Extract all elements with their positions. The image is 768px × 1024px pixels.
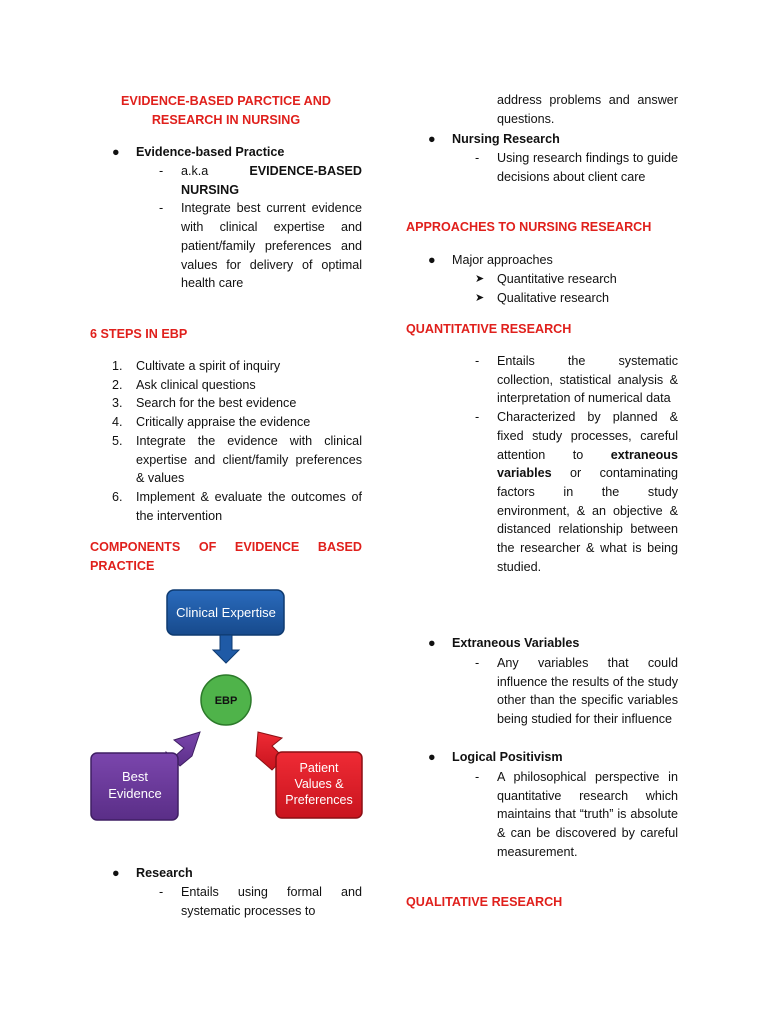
step-text: Integrate the evidence with clinical expertise and client/family preferences & values bbox=[136, 433, 362, 486]
quantitative-definition-2: - Characterized by planned & fixed study processes, careful attention to extraneous variables or contaminating factors in the study environment, & an objective & distanced relationship between the researcher & what is being studied. bbox=[475, 410, 679, 574]
positivism-details bbox=[475, 768, 678, 862]
bullet-extraneous-variables bbox=[428, 634, 580, 653]
step-item bbox=[112, 394, 362, 413]
bullet-dot: ● bbox=[112, 145, 120, 159]
step-number: 3. bbox=[112, 396, 123, 411]
extraneous-definition: - Any variables that could influence the results of the study other than the specific variables being studied for their influence bbox=[475, 656, 678, 727]
bullet-label: Logical Positivism bbox=[452, 750, 563, 764]
approaches-list bbox=[475, 270, 678, 307]
approach-text: Quantitative research bbox=[497, 272, 617, 286]
step-item bbox=[112, 488, 362, 525]
steps-list bbox=[112, 357, 362, 525]
step-number: 5. bbox=[112, 433, 123, 448]
arrow-bullet-icon: ➤ bbox=[475, 291, 485, 304]
nursing-research-definition: - Using research findings to guide decisions about client care bbox=[475, 151, 678, 184]
bullet-evidence-based-practice bbox=[112, 143, 285, 162]
step-number: 4. bbox=[112, 415, 123, 430]
bullet-label: Major approaches bbox=[452, 253, 553, 267]
nursing-research-details bbox=[475, 149, 678, 186]
bullet-label: Nursing Research bbox=[452, 132, 560, 146]
bullet-research bbox=[112, 864, 193, 883]
step-item bbox=[112, 357, 362, 376]
research-details bbox=[159, 883, 362, 920]
step-item bbox=[112, 376, 362, 395]
step-text: Cultivate a spirit of inquiry bbox=[136, 359, 281, 373]
best-evidence-line2: Evidence bbox=[108, 786, 162, 801]
bullet-major-approaches bbox=[428, 251, 553, 270]
clinical-expertise-label: Clinical Expertise bbox=[176, 605, 276, 620]
bullet-dot: ● bbox=[112, 866, 120, 880]
step-number: 6. bbox=[112, 489, 123, 504]
ebp-diagram bbox=[88, 586, 364, 822]
research-definition-continued: address problems and answer questions. bbox=[497, 93, 678, 126]
extraneous-details bbox=[475, 654, 678, 729]
ebp-definition: - Integrate best current evidence with clinical expertise and patient/family preferences and values for delivery of optimal health care bbox=[159, 201, 362, 291]
bullet-label: Research bbox=[136, 866, 193, 880]
quantitative-details bbox=[475, 352, 679, 576]
ebp-aka: - a.k.a EVIDENCE-BASED NURSING bbox=[159, 164, 362, 197]
step-text: Search for the best evidence bbox=[136, 396, 297, 411]
bullet-dot: ● bbox=[428, 253, 436, 267]
arrow-bullet-icon: ➤ bbox=[475, 273, 485, 285]
bullet-dot: ● bbox=[428, 636, 436, 650]
patient-values-line3: Preferences bbox=[285, 793, 353, 807]
bullet-label: Evidence-based Practice bbox=[136, 145, 285, 159]
step-text: Critically appraise the evidence bbox=[136, 415, 311, 430]
patient-values-line1: Patient bbox=[299, 761, 339, 775]
step-number: 1. bbox=[112, 359, 123, 373]
step-text: Implement & evaluate the outcomes of the intervention bbox=[136, 489, 362, 523]
bullet-logical-positivism bbox=[428, 748, 563, 767]
ebp-details bbox=[159, 162, 362, 293]
approach-item bbox=[475, 270, 678, 289]
bullet-nursing-research bbox=[428, 130, 560, 149]
page-title: EVIDENCE-BASED PARCTICE AND RESEARCH IN NURSING bbox=[121, 94, 331, 127]
ebp-label: EBP bbox=[214, 695, 238, 707]
step-item bbox=[112, 432, 362, 488]
steps-heading: 6 STEPS IN EBP bbox=[90, 327, 188, 341]
approach-text: Qualitative research bbox=[497, 290, 609, 305]
quantitative-definition-1: - Entails the systematic collection, statistical analysis & interpretation of numerical data bbox=[475, 354, 678, 406]
bullet-dot: ● bbox=[428, 750, 436, 764]
qualitative-heading: QUALITATIVE RESEARCH bbox=[406, 895, 563, 909]
step-number: 2. bbox=[112, 377, 123, 392]
positivism-definition: - A philosophical perspective in quantitative research which maintains that “truth” is absolute & can be discovered by careful measurement. bbox=[475, 770, 678, 859]
approaches-heading: APPROACHES TO NURSING RESEARCH bbox=[406, 220, 652, 234]
quantitative-heading: QUANTITATIVE RESEARCH bbox=[406, 322, 572, 336]
components-heading: COMPONENTS OF EVIDENCE BASED PRACTICE bbox=[90, 540, 362, 573]
step-item bbox=[112, 413, 362, 432]
research-definition: - Entails using formal and systematic processes to bbox=[159, 885, 362, 918]
best-evidence-line1: Best bbox=[121, 769, 149, 784]
bullet-dot: ● bbox=[428, 132, 436, 146]
approach-item bbox=[475, 289, 678, 308]
step-text: Ask clinical questions bbox=[136, 377, 256, 392]
patient-values-line2: Values & bbox=[294, 777, 344, 791]
down-arrow-icon bbox=[213, 635, 239, 663]
bullet-label: Extraneous Variables bbox=[452, 636, 580, 650]
